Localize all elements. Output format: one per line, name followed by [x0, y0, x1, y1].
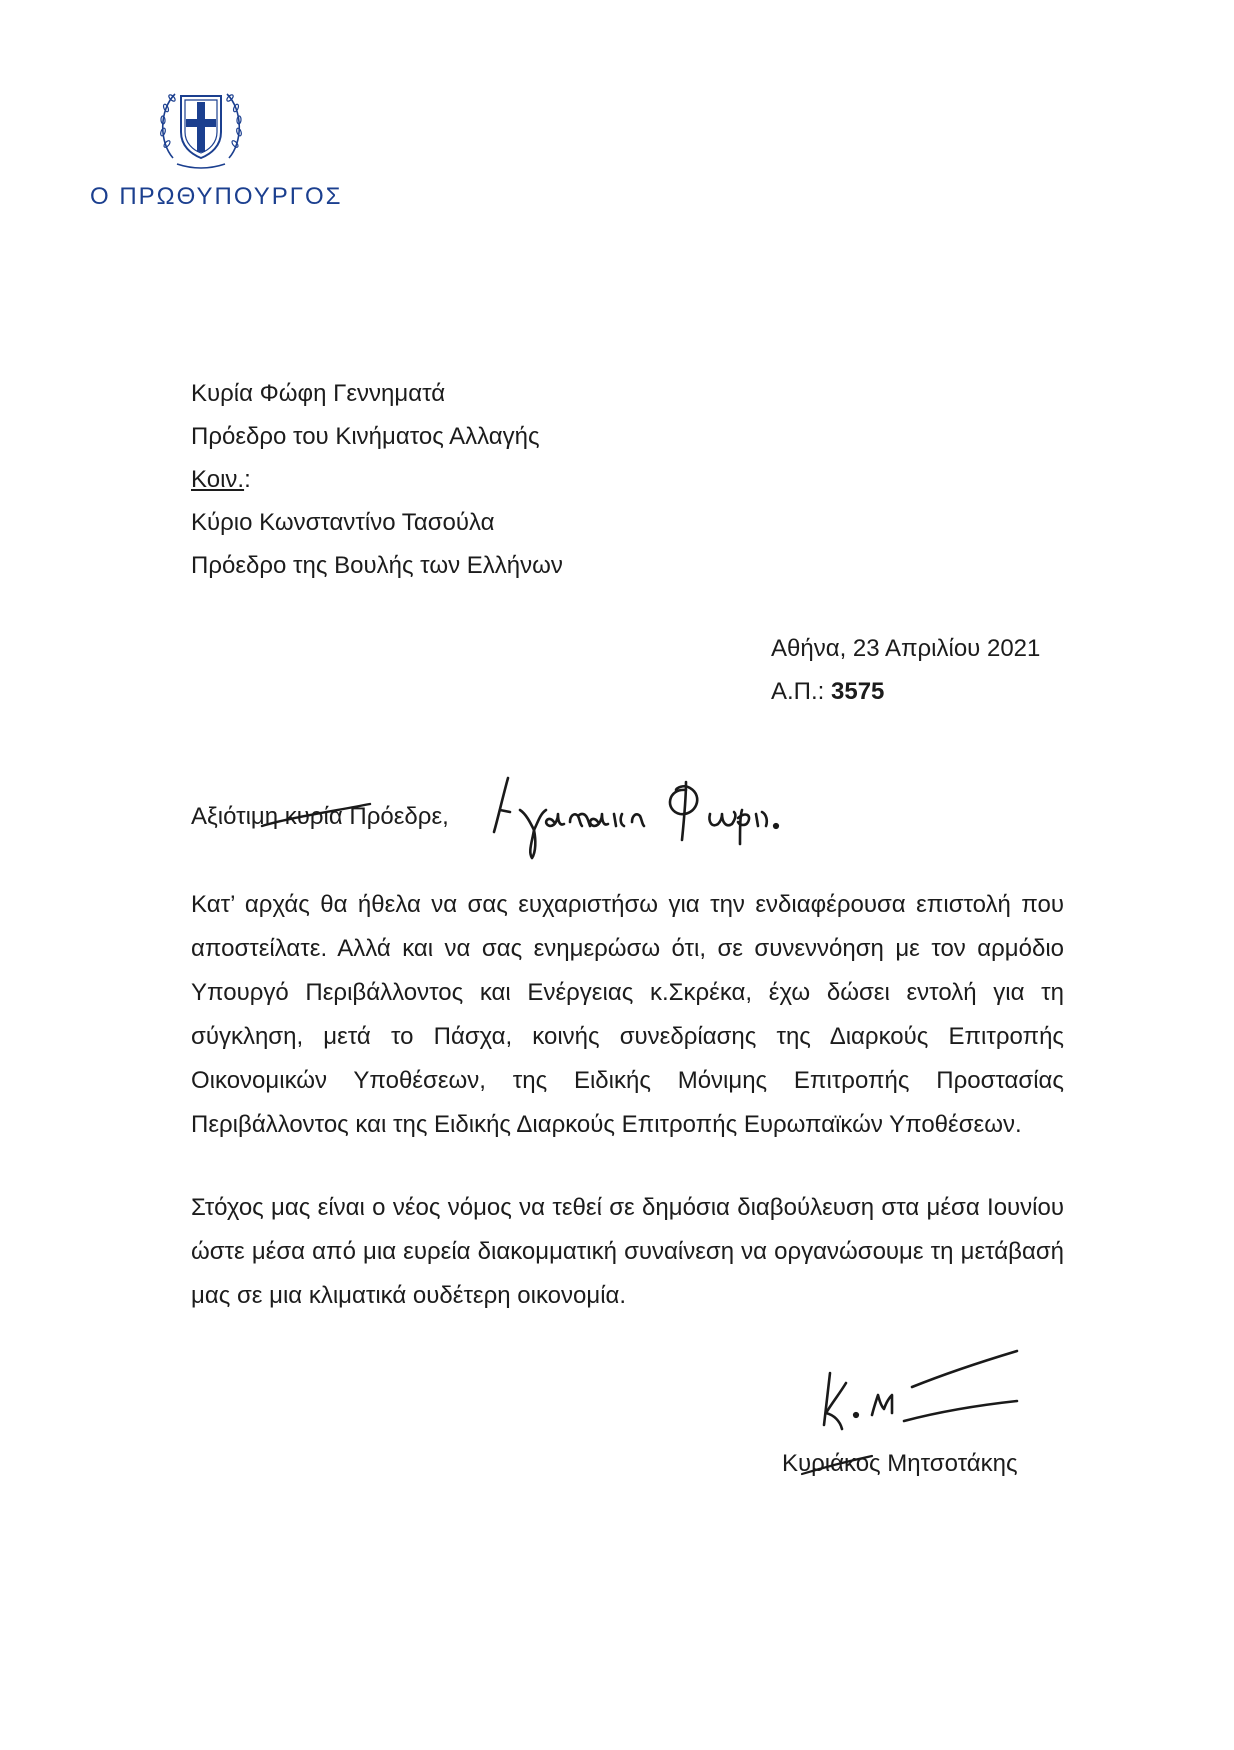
office-title: Ο ΠΡΩΘΥΠΟΥΡΓΟΣ	[90, 183, 343, 210]
reference-line	[771, 670, 1040, 713]
handwritten-greeting	[490, 770, 780, 865]
signer-name: Κυριάκος Μητσοτάκης	[782, 1450, 1018, 1477]
recipient-title: Πρόεδρο του Κινήματος Αλλαγής	[191, 423, 540, 450]
signature-overstroke	[798, 1448, 878, 1482]
reference-number: 3575	[831, 678, 885, 705]
handwritten-strikethrough	[258, 798, 378, 838]
cc-label: Κοιν.	[191, 466, 245, 493]
cc-line	[191, 458, 563, 501]
cc-recipient-title: Πρόεδρο της Βουλής των Ελλήνων	[191, 552, 563, 579]
greek-coat-of-arms-icon	[155, 80, 247, 172]
salutation-struck-word: κυρία	[284, 803, 343, 830]
salutation-word: Αξιότιμη	[191, 803, 285, 830]
body-paragraph: Κατ’ αρχάς θα ήθελα να σας ευχαριστήσω για την ενδιαφέρουσα επιστολή που αποστείλατε. Αλλά και να σας ενημερώσω ότι, σε συνεννόηση με τον αρμόδιο Υπουργό Περιβάλλοντος και Ενέργειας κ.Σκρέκα, έχω δώσει εντολή για τη σύγκληση, μετά το Πάσχα, κοινής συνεδρίασης της Διαρκούς Επιτροπής Οικονομικών Υποθέσεων, της Ειδικής Μόνιμης Επιτροπής Προστασίας Περιβάλλοντος και της Ειδικής Διαρκούς Επιτροπής Ευρωπαϊκών Υποθέσεων.	[191, 891, 1064, 1138]
reference-label: Α.Π.:	[771, 678, 832, 705]
recipient-name: Κυρία Φώφη Γεννηματά	[191, 380, 446, 407]
salutation-address: Πρόεδρε,	[342, 803, 449, 830]
recipient-block	[191, 372, 563, 587]
cc-recipient-name: Κύριο Κωνσταντίνο Τασούλα	[191, 509, 495, 536]
letter-date: Αθήνα, 23 Απριλίου 2021	[771, 635, 1041, 662]
handwritten-signature	[812, 1345, 1027, 1445]
cc-colon: :	[244, 466, 251, 493]
date-block	[771, 627, 1040, 713]
body-paragraph: Στόχος μας είναι ο νέος νόμος να τεθεί σε δημόσια διαβούλευση στα μέσα Ιουνίου ώστε μέσα από μια ευρεία διακομματική συναίνεση να οργανώσουμε τη μετάβασή μας σε μια κλιματικά ουδέτερη οικονομία.	[191, 1194, 1064, 1309]
